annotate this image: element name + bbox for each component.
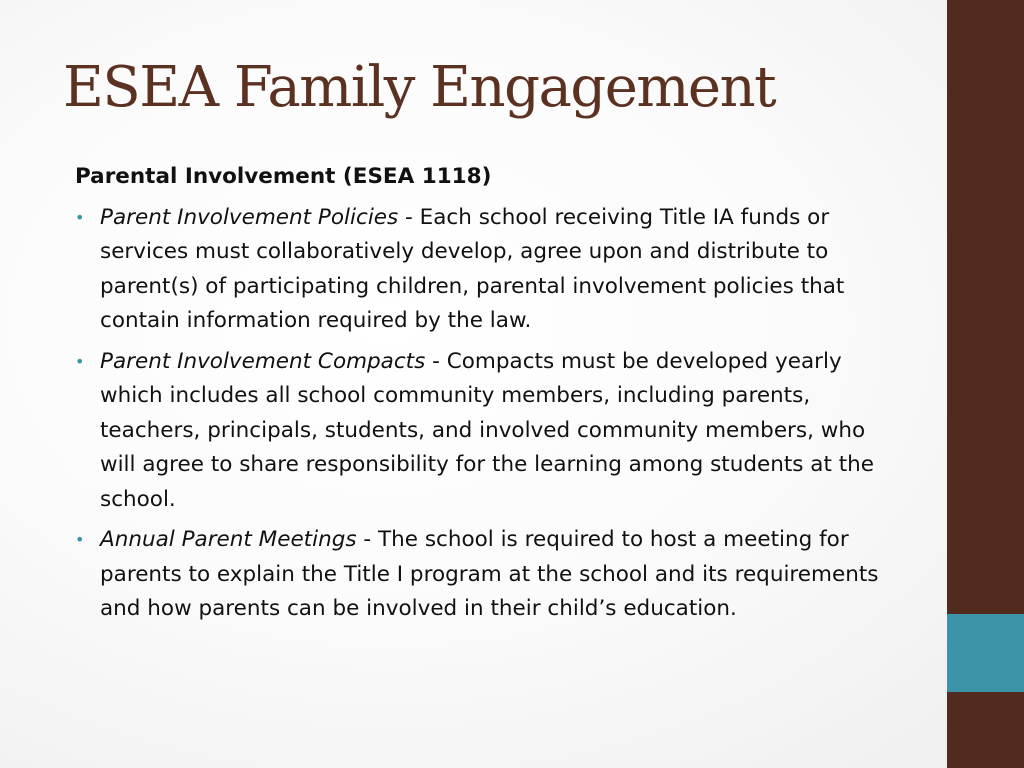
bullet-separator: - <box>356 527 378 552</box>
bullet-list <box>75 201 895 627</box>
bullet-dot-icon: • <box>75 530 85 549</box>
slide-title: ESEA Family Engagement <box>63 55 776 120</box>
bullet-text: Each school receiving Title IA funds or services must collaboratively develop, agree upon and distribute to parent(s) of participating children, parental involvement policies that contain information required by the law. <box>100 204 845 333</box>
bullet-separator: - <box>398 204 420 230</box>
bullet-item-meetings <box>75 523 895 627</box>
bullet-item-policies <box>75 201 895 339</box>
bullet-term: Parent Involvement Compacts <box>100 348 426 374</box>
bullet-text: The school is required to host a meeting for parents to explain the Title I program at the school and its requirements and how parents can be involved in their child’s education. <box>100 527 879 621</box>
bullet-term: Parent Involvement Policies <box>100 204 399 230</box>
bullet-separator: - <box>425 348 447 374</box>
bullet-term: Annual Parent Meetings <box>100 527 357 552</box>
bullet-dot-icon: • <box>75 207 85 227</box>
slide-body <box>75 160 895 633</box>
bullet-item-compacts <box>75 345 895 518</box>
bullet-text: Compacts must be developed yearly which includes all school community members, including parents, teachers, principals, students, and involved community members, who will agree to share responsibility for the learning among students at the school. <box>100 348 875 512</box>
section-heading: Parental Involvement (ESEA 1118) <box>75 164 492 189</box>
bullet-dot-icon: • <box>75 351 85 371</box>
side-accent-block <box>947 614 1024 692</box>
